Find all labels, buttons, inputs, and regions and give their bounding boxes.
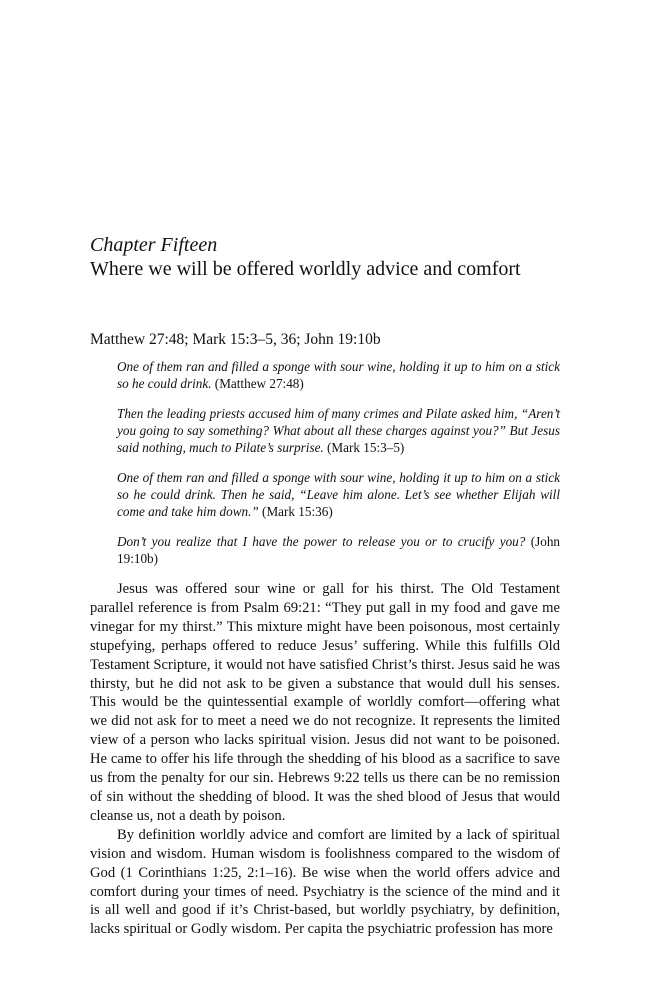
quote-block [117,405,560,456]
quote-citation: (Mark 15:36) [262,504,333,519]
quote-block [117,533,560,567]
quote-verse: One of them ran and filled a sponge with sour wine, holding it up to him on a stick so he could drink. [117,359,560,391]
quote-block [117,469,560,520]
scripture-references: Matthew 27:48; Mark 15:3–5, 36; John 19:10b [90,331,381,348]
page-content [90,233,560,939]
quote-block [117,358,560,392]
quote-verse: One of them ran and filled a sponge with sour wine, holding it up to him on a stick so he could drink. Then he said, “Leave him alone. Let’s see whether Elijah will come and take him down.” [117,470,560,519]
body-paragraph: Jesus was offered sour wine or gall for his thirst. The Old Testament parallel reference is from Psalm 69:21: “They put gall in my food and gave me vinegar for my thirst.” This mixture might have been poisonous, most certainly stupefying, perhaps offered to reduce Jesus’ suffering. While this fulfills Old Testament Scripture, it would not have satisfied Christ’s thirst. Jesus said he was thirsty, but he did not ask to be given a substance that would dull his senses. This would be the quintessential example of worldly comfort—offering what we did not ask for to meet a need we do not recognize. It represents the limited view of a person who lacks spiritual vision. Jesus did not want to be poisoned. He came to offer his life through the shedding of his blood as a sacrifice to save us from the penalty for our sin. Hebrews 9:22 tells us there can be no remission of sin without the shedding of blood. It was the shed blood of Jesus that would cleanse us, not a death by poison. [90,581,560,824]
chapter-title: Where we will be offered worldly advice and comfort [90,258,521,280]
body-paragraph: By definition worldly advice and comfort are limited by a lack of spiritual vision and wisdom. Human wisdom is foolishness compared to the wisdom of God (1 Corinthians 1:25, 2:1–16). Be wise when the world offers advice and comfort during your times of need. Psychiatry is the science of the mind and it is all well and good if it’s Christ-based, but worldly psychiatry, by definition, lacks spiritual or Godly wisdom. Per capita the psychiatric profession has more [90,826,560,938]
chapter-label: Chapter Fifteen [90,234,218,256]
quote-citation: (John 19:10b) [117,534,561,566]
quote-citation: (Mark 15:3–5) [327,440,405,455]
quote-verse: Don’t you realize that I have the power to release you or to crucify you? [117,534,526,549]
quote-citation: (Matthew 27:48) [214,376,304,391]
quote-verse: Then the leading priests accused him of many crimes and Pilate asked him, “Aren’t you going to say something? What about all these charges against you?” But Jesus said nothing, much to Pilate’s surprise. [117,406,560,455]
scripture-quotes [90,358,560,567]
